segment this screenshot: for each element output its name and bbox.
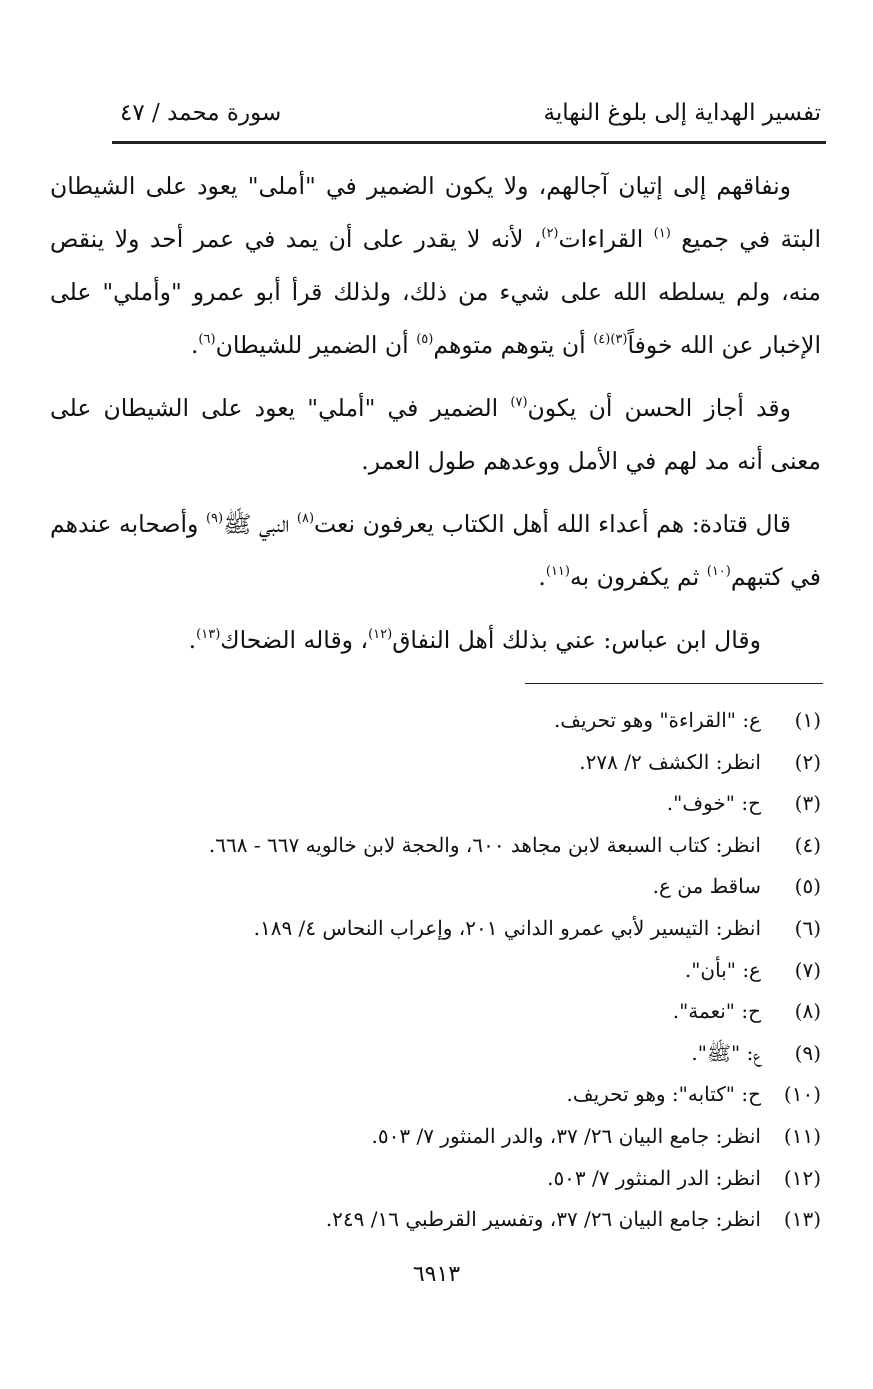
text-run: النبي ﷺ (223, 510, 290, 538)
footnotes (60, 700, 821, 1241)
footnote-ref: (٣) (610, 332, 628, 347)
footnote-ref: (١١) (545, 564, 570, 579)
footnote-text: انظر: جامع البيان ٢٦/ ٣٧، والدر المنثور ٧/ ٥٠٣. (371, 1123, 761, 1148)
footnote-item (60, 866, 821, 908)
footnote-text: ع: "ﷺ". (691, 1040, 761, 1065)
footnote-number: (٣) (794, 791, 821, 816)
footnote-number: (١٣) (783, 1207, 821, 1232)
running-header-surah: سورة محمد / ٤٧ (120, 100, 282, 126)
text-run: وأصحابه عندهم في كتبهم (50, 510, 821, 591)
footnote-item (60, 1158, 821, 1200)
text-run: . (190, 331, 199, 359)
footnote-ref: (١) (653, 226, 671, 241)
footnote-text: ح: "كتابه": وهو تحريف. (566, 1082, 761, 1107)
paragraph-2 (50, 382, 821, 488)
footnote-item (60, 783, 821, 825)
footnote-ref: (١٣) (196, 627, 221, 642)
footnote-ref: (٦) (198, 332, 216, 347)
footnote-number: (٢) (794, 749, 821, 774)
footnote-number: (٥) (794, 874, 821, 899)
footnote-number: (١٠) (783, 1082, 821, 1107)
text-run: . (188, 626, 197, 654)
text-run: الضمير في "أملي" يعود على الشيطان على معنى أنه مد لهم في الأمل ووعدهم طول العمر. (50, 394, 821, 475)
footnote-ref: (٥) (416, 332, 434, 347)
footnote-text: ساقط من ع. (652, 874, 761, 899)
footnote-ref: (٩) (205, 511, 224, 526)
footnote-ref: (١٠) (706, 564, 731, 579)
text-run: أن الضمير للشيطان (215, 331, 409, 359)
text-run: . (538, 563, 546, 591)
footnote-item (60, 1033, 821, 1075)
footnote-number: (١١) (783, 1123, 821, 1148)
footnote-number: (١٢) (783, 1165, 821, 1190)
footnote-text: ع: "بأن". (684, 957, 761, 982)
footnote-item (60, 1116, 821, 1158)
text-run: وقد أجاز الحسن أن يكون (527, 394, 791, 422)
text-run: ، لأنه لا يقدر على أن يمد في عمر أحد ولا ينقص منه، ولم يسلطه الله على شيء من ذلك، ولذلك قرأ أبو عمرو "وأملي" على الإخبار عن الله خوفاً (50, 225, 821, 359)
paragraph-4 (50, 614, 821, 667)
text-run: القراءات (558, 225, 644, 253)
footnote-number: (٨) (794, 999, 821, 1024)
footnote-text: انظر: كتاب السبعة لابن مجاهد ٦٠٠، والحجة لابن خالويه ٦٦٧ - ٦٦٨. (208, 832, 761, 857)
paragraph-1 (50, 160, 821, 372)
footnote-number: (٤) (794, 832, 821, 857)
footnote-item (60, 825, 821, 867)
footnote-text: انظر: الكشف ٢/ ٢٧٨. (579, 749, 761, 774)
text-run: ونفاقهم إلى إتيان آجالهم، ولا يكون الضمير في "أملى" يعود على الشيطان البتة في جميع (50, 172, 821, 253)
footnote-text: انظر: الدر المنثور ٧/ ٥٠٣. (547, 1165, 761, 1190)
footnote-ref: (١٢) (368, 627, 393, 642)
footnote-ref: (٢) (541, 226, 559, 241)
footnote-item (60, 991, 821, 1033)
text-run: قال قتادة: هم أعداء الله أهل الكتاب يعرفون نعت (314, 510, 791, 538)
footnote-item (60, 700, 821, 742)
footnote-text: ح: "خوف". (666, 791, 761, 816)
footnote-item (60, 908, 821, 950)
text-run: وقال ابن عباس: عني بذلك أهل النفاق (392, 626, 761, 654)
paragraph-3 (50, 498, 821, 604)
running-header-title: تفسير الهداية إلى بلوغ النهاية (543, 100, 821, 126)
footnote-text: ع: "القراءة" وهو تحريف. (553, 708, 761, 732)
footnote-ref: (٨) (296, 511, 315, 526)
page-number: ٦٩١٣ (412, 1262, 461, 1287)
footnote-item (60, 1074, 821, 1116)
footnote-ref: (٧) (510, 395, 528, 410)
footnote-number: (٦) (794, 915, 821, 940)
footnote-text: انظر: التيسير لأبي عمرو الداني ٢٠١، وإعراب النحاس ٤/ ١٨٩. (253, 915, 761, 940)
text-run: ، وقاله الضحاك (220, 626, 369, 654)
footnote-text: ح: "نعمة". (672, 999, 761, 1024)
main-text (50, 160, 821, 677)
footnote-item (60, 1199, 821, 1241)
footnote-ref: (٤) (593, 332, 611, 347)
footnote-separator (525, 683, 823, 684)
text-run: ثم يكفرون به (570, 563, 700, 591)
footnote-number: (٧) (794, 957, 821, 982)
footnote-number: (١) (794, 708, 821, 732)
footnote-item (60, 950, 821, 992)
text-run: أن يتوهم متوهم (433, 331, 586, 359)
footnote-number: (٩) (794, 1040, 821, 1065)
footnote-text: انظر: جامع البيان ٢٦/ ٣٧، وتفسير القرطبي ١٦/ ٢٤٩. (325, 1207, 761, 1232)
footnote-item (60, 742, 821, 784)
header-rule (112, 141, 826, 144)
